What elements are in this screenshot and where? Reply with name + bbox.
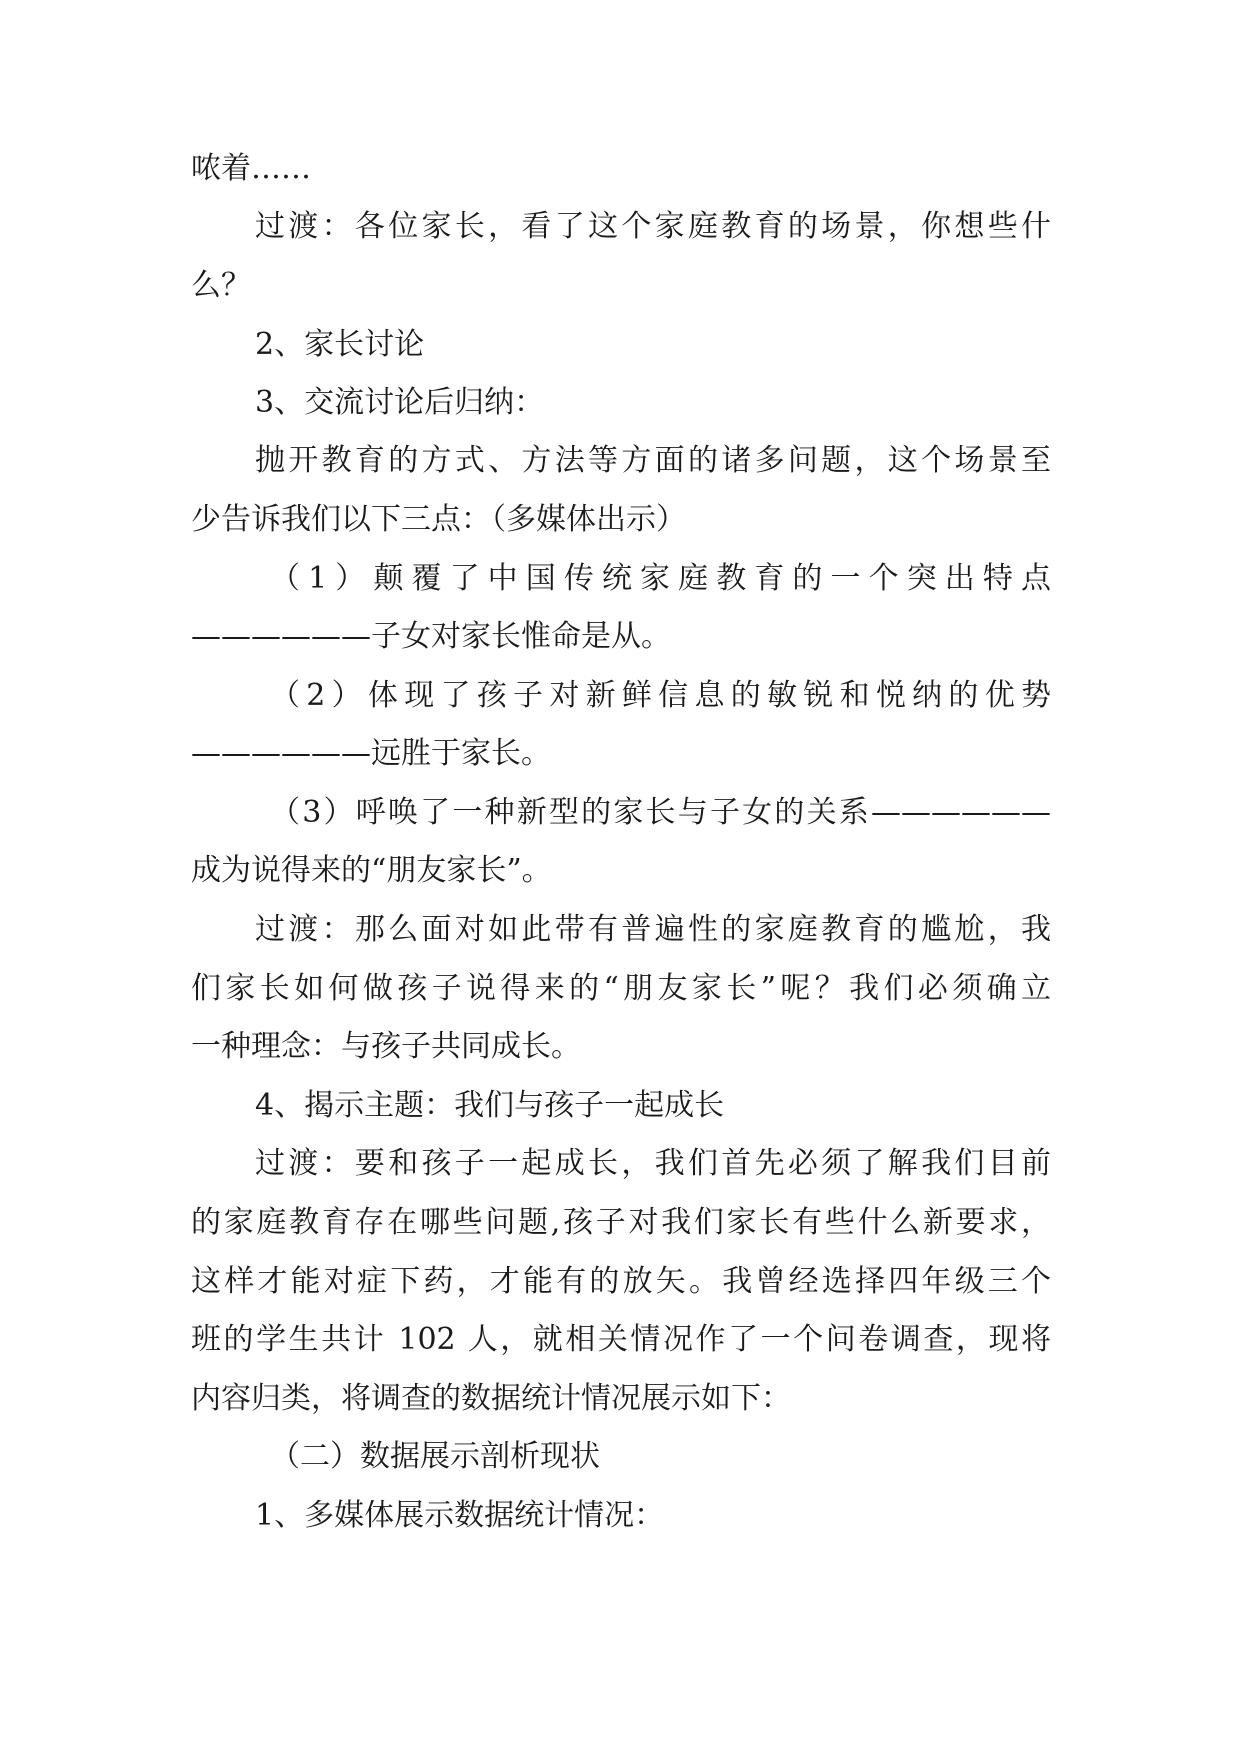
text-line-9: ——————子女对家长惟命是从。	[191, 619, 671, 654]
text-line-2: 过渡：各位家长，看了这个家庭教育的场景，你想些什	[255, 209, 1051, 244]
text-line-17: 4、揭示主题：我们与孩子一起成长	[255, 1088, 725, 1123]
text-line-22: 内容归类，将调查的数据统计情况展示如下：	[191, 1381, 791, 1416]
text-line-4: 2、家长讨论	[255, 327, 425, 362]
text-line-1: 哝着……	[191, 151, 311, 186]
text-line-19: 的家庭教育存在哪些问题,孩子对我们家长有些什么新要求，	[191, 1205, 1051, 1240]
text-line-14: 过渡：那么面对如此带有普遍性的家庭教育的尴尬，我	[255, 912, 1051, 947]
text-line-10: （2）体现了孩子对新鲜信息的敏锐和悦纳的优势	[270, 678, 1051, 713]
text-line-24: 1、多媒体展示数据统计情况：	[255, 1498, 665, 1533]
text-line-18: 过渡：要和孩子一起成长，我们首先必须了解我们目前	[255, 1146, 1051, 1181]
text-line-15: 们家长如何做孩子说得来的“朋友家长”呢？我们必须确立	[191, 971, 1051, 1006]
text-line-12: （3）呼唤了一种新型的家长与子女的关系——————	[270, 795, 1051, 830]
text-line-11: ——————远胜于家长。	[191, 736, 551, 771]
text-line-6: 抛开教育的方式、方法等方面的诸多问题，这个场景至	[255, 443, 1051, 478]
text-line-20: 这样才能对症下药，才能有的放矢。我曾经选择四年级三个	[191, 1264, 1051, 1299]
text-line-13: 成为说得来的“朋友家长”。	[191, 853, 552, 888]
text-line-7: 少告诉我们以下三点：（多媒体出示）	[191, 502, 686, 537]
section-heading: （二）数据展示剖析现状	[270, 1439, 600, 1474]
text-line-3: 么？	[191, 268, 251, 303]
text-line-5: 3、交流讨论后归纳：	[255, 385, 545, 420]
text-line-8: （1）颠覆了中国传统家庭教育的一个突出特点	[270, 561, 1051, 596]
text-line-21: 班的学生共计 102 人，就相关情况作了一个问卷调查，现将	[191, 1322, 1051, 1357]
text-line-16: 一种理念：与孩子共同成长。	[191, 1029, 581, 1064]
